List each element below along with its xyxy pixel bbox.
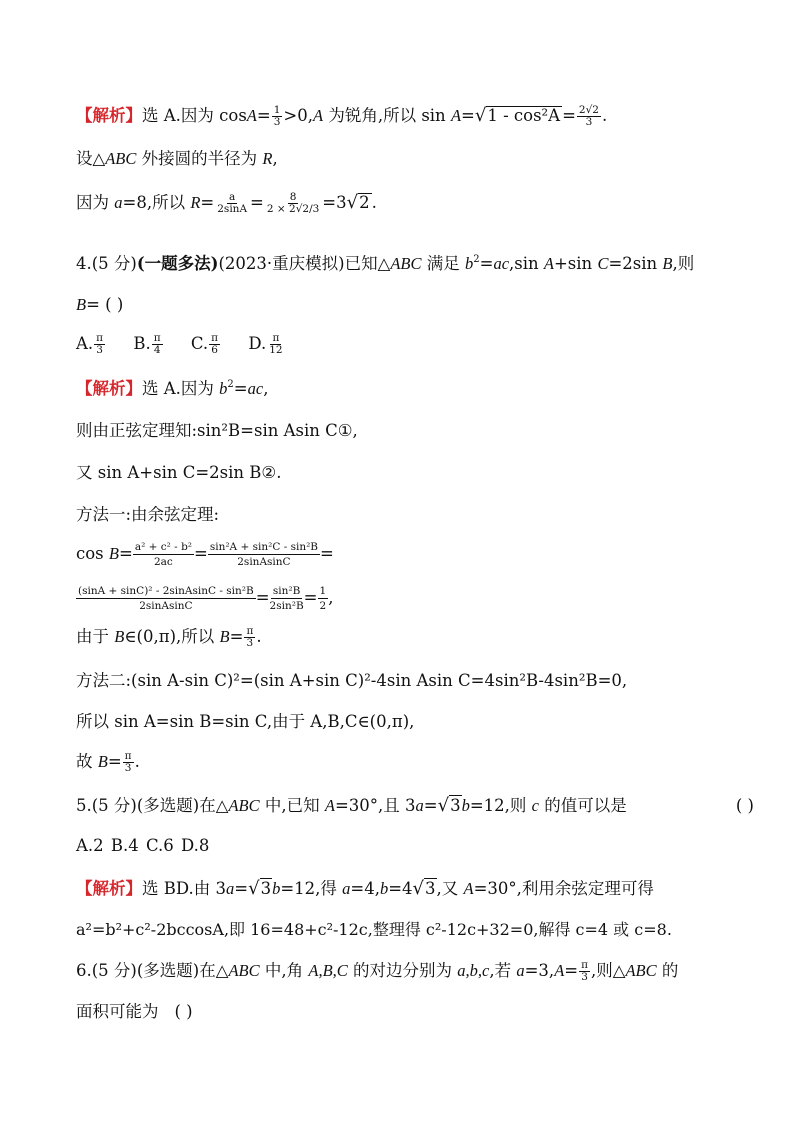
text: 设△ [76,149,106,168]
sqrt-content: 3 [425,879,436,898]
fraction [133,540,194,569]
answer-paren: ( ) [735,796,754,815]
numerator: π [124,750,132,762]
fraction [76,584,256,613]
text: 故 [76,752,98,771]
text: = [303,588,318,607]
q6-header-line-2 [76,1001,754,1023]
q4-solution-line-5 [76,540,754,569]
numerator: π [246,625,254,637]
var: a,b,c [457,961,490,980]
var: a [342,879,351,898]
denominator: 3 [585,116,593,128]
denominator: 3 [246,637,254,649]
text: = [194,544,208,563]
fraction [267,333,284,356]
text: ,sin [509,254,544,273]
text: 的 [656,961,679,980]
q4-solution-line-2: 则由正弦定理知:sin²B=sin Asin C①, [76,421,358,440]
text: = [233,379,248,398]
denominator: 2sinAsinC [237,556,291,568]
numerator: a [229,191,236,203]
text: . [371,193,377,212]
var: ABC [390,254,422,273]
denominator: 3 [581,971,588,983]
sqrt-content: 3 [450,796,461,815]
text: = [479,254,494,273]
denominator: 3 [273,116,281,128]
q4-header [76,253,754,275]
text: 选 BD.由 3 [142,879,226,898]
text: =12,得 [280,879,343,898]
text: = [564,961,579,980]
var: ABC [625,961,657,980]
text: . [134,752,140,771]
var: B [108,544,119,563]
q5-options: A.2 B.4 C.6 D.8 [76,836,210,855]
q3-solution-line-3 [76,192,754,215]
text: 选 A.因为 cos [142,106,247,125]
fraction [123,751,134,774]
fraction [579,960,590,983]
var: A [554,961,565,980]
text: =2sin [608,254,663,273]
text: ,则△ [591,961,626,980]
var: A,B,C [308,961,348,980]
question-tag: (一题多法) [136,254,219,273]
var: b [461,796,470,815]
numerator: (sinA + sinC)² - 2sinAsinC - sin²B [78,585,254,597]
var: B [114,627,125,646]
var: R [190,193,201,212]
text: = [320,544,334,563]
var: B [662,254,673,273]
numerator: π [211,332,219,344]
option-b [133,332,163,356]
q6-header [76,960,754,983]
fraction [215,192,249,215]
text: = [423,796,438,815]
radical-sign: √ [474,105,487,126]
text: , [272,149,278,168]
var: B [97,752,108,771]
fraction [270,584,304,613]
text: = [200,193,215,212]
text: 的值可以是 [538,796,627,815]
var: A [450,106,462,125]
fraction [244,626,255,649]
fraction [577,105,601,128]
text: 满足 [421,254,465,273]
option-a [76,332,106,356]
var: a [516,961,525,980]
analysis-label: 【解析】 [76,379,142,398]
radical-sign: √ [412,878,425,899]
denominator: 2sinAsinC [139,600,193,612]
q5-header [76,795,754,817]
var: ABC [105,149,137,168]
text: cos [76,544,109,563]
option-label: B. [133,334,151,353]
text: (2023·重庆模拟)已知△ [218,254,391,273]
q3-solution-line-2 [76,148,754,170]
option-d [248,332,285,356]
q4-solution-line-10 [76,751,754,774]
q5-solution-line-2: a²=b²+c²-2bccosA,即 16=48+c²-12c,整理得 c²-12c+32=0,解得 c=4 或 c=8. [76,920,672,939]
text: 的对边分别为 [347,961,458,980]
denominator: 3 [124,762,132,774]
var: R [262,149,273,168]
q4-solution-line-8: 方法二:(sin A-sin C)²=(sin A+sin C)²-4sin Asin C=4sin²B-4sin²B=0, [76,671,628,690]
text: =30°,且 3 [334,796,416,815]
fraction [272,105,283,128]
fraction [94,333,105,356]
q4-solution-line-3: 又 sin A+sin C=2sin B②. [76,463,282,482]
var: A [543,254,554,273]
text: =3, [524,961,555,980]
q5-solution-line-1 [76,878,754,900]
q4-solution-line-1 [76,378,754,400]
text: 面积可能为 [76,1002,159,1021]
radical-sign: √ [248,878,260,899]
text: = [255,588,270,607]
numerator: π [272,332,280,344]
q4-solution-line-6 [76,584,754,613]
q4-solution-line-9: 所以 sin A=sin B=sin C,由于 A,B,C∈(0,π), [76,712,415,731]
text: 因为 [76,193,115,212]
text: , [328,588,334,607]
text: ,若 [489,961,517,980]
denominator: 3 [96,344,103,356]
text: . [256,627,262,646]
var: b [379,879,389,898]
numerator: π [96,332,104,344]
sqrt-content: 2 [359,193,370,212]
text: 为锐角,所以 sin [323,106,451,125]
denominator: 2 [319,600,327,612]
text: 中,角 [259,961,309,980]
text: ,又 [436,879,464,898]
text: 中,已知 [259,796,325,815]
numerator: a² + c² - b² [134,541,192,553]
numerator: π [581,959,589,971]
var: A [463,879,474,898]
numerator: 1 [273,104,281,116]
fraction [318,584,329,613]
denominator: 4 [153,344,161,356]
answer-paren: ( ) [174,1002,193,1021]
question-number: 5.(5 分)(多选题)在△ [76,796,229,815]
radical-sign: √ [437,795,450,816]
analysis-label: 【解析】 [76,879,142,898]
var: b [272,879,281,898]
q4-header-line-2 [76,294,754,316]
text: , [263,379,269,398]
radical-sign: √ [346,192,359,213]
option-label: A. [76,334,94,353]
numerator: 1 [319,585,327,597]
var: C [597,254,609,273]
q4-solution-line-4: 方法一:由余弦定理: [76,505,220,524]
var: c [531,796,539,815]
analysis-label: 【解析】 [76,106,142,125]
exponent: 2 [227,379,234,390]
text: =12,则 [469,796,532,815]
fraction [208,540,320,569]
numerator: 2√2 [578,104,599,116]
q3-solution-line-1 [76,105,754,128]
var: a [114,193,123,212]
text: 外接圆的半径为 [136,149,263,168]
var: ABC [228,961,260,980]
fraction [265,192,321,215]
text: =30°,利用余弦定理可得 [473,879,654,898]
answer-paren: = ( ) [86,295,124,314]
text: =3 [322,193,347,212]
text: =4 [388,879,413,898]
q4-solution-line-7 [76,626,754,649]
numerator: 8 [289,191,297,203]
denominator: 2sinA [217,203,248,215]
denominator: 6 [211,344,218,356]
text: =4, [350,879,380,898]
denominator: 2 × 2√2/3 [266,203,320,215]
text: = [461,106,475,125]
text: = [234,879,249,898]
exponent: 2 [473,254,480,265]
option-label: D. [248,334,267,353]
fraction [209,333,220,356]
numerator: sin²B [272,585,301,597]
text: >0, [283,106,313,125]
text: 选 A.因为 [142,379,220,398]
option-c [190,332,221,356]
text: = [562,106,576,125]
var: A [324,796,335,815]
text: = [229,627,244,646]
numerator: π [153,332,161,344]
var: ABC [228,796,260,815]
text: = [250,193,264,212]
text: 由于 [76,627,115,646]
sqrt-content: 1 - cos²A [487,106,561,125]
denominator: 2ac [153,556,173,568]
var: B [219,627,230,646]
text: = [118,544,133,563]
text: ,则 [672,254,695,273]
text: ∈(0,π),所以 [124,627,220,646]
var: ac [493,254,510,273]
text: . [601,106,608,125]
var: b [464,254,474,273]
denominator: 12 [269,344,283,356]
fraction [152,333,163,356]
q4-options [76,333,754,356]
question-number: 6.(5 分)(多选题)在△ [76,961,229,980]
var: A [312,106,324,125]
denominator: 2sin²B [269,600,304,612]
question-number: 4.(5 分) [76,254,137,273]
var: b [219,379,228,398]
numerator: sin²A + sin²C - sin²B [209,541,319,553]
text: =8,所以 [122,193,191,212]
option-label: C. [190,334,209,353]
sqrt-content: 3 [260,879,272,898]
var: ac [247,379,264,398]
text: = [256,106,271,125]
var: a [415,796,424,815]
var: A [246,106,257,125]
text: = [107,752,122,771]
text: +sin [553,254,598,273]
var: B [76,295,87,314]
var: a [226,879,235,898]
